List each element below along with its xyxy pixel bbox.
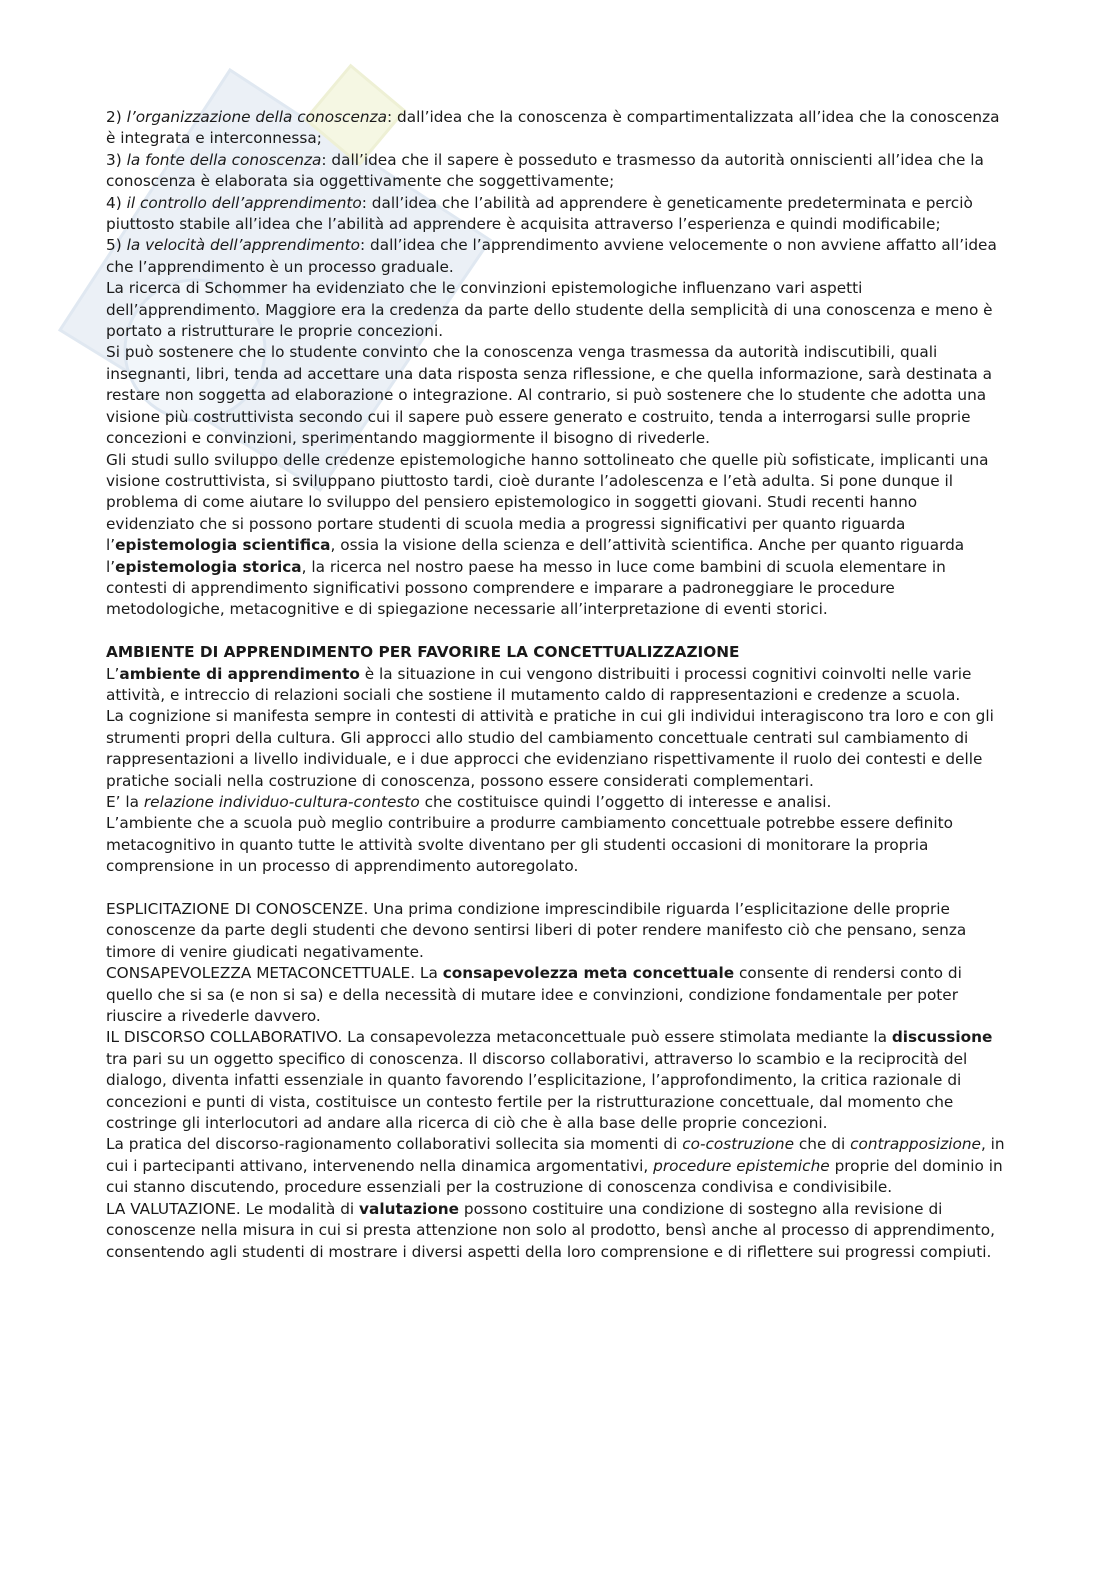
paragraph-item2: [106, 107, 1006, 150]
text-run: che costituisce quindi l’oggetto di interesse e analisi.: [419, 792, 832, 811]
text-run: ESPLICITAZIONE DI CONOSCENZE. Una prima condizione imprescindibile riguarda l’esplicitazione delle proprie conoscenze da parte degli studenti che devono sentirsi liberi di poter rendere manifesto ciò che pensano, senza timore di venire giudicati negativamente.: [106, 900, 967, 961]
section-heading: [106, 642, 1006, 663]
italic-term: co-costruzione: [682, 1135, 794, 1154]
text-run: La cognizione si manifesta sempre in contesti di attività e pratiche in cui gli individui interagiscono tra loro e con gli strumenti propri della cultura. Gli approcci allo studio del cambiamento concettuale centrati sul cambiamento di rappresentazioni a livello individuale, e i due approcci che evidenziano rispettivamente il ruolo dei contesti e delle pratiche sociali nella costruzione di conoscenza, possono essere considerati complementari.: [106, 707, 994, 790]
paragraph-item5: [106, 235, 1006, 278]
text-run: proprie del dominio in cui stanno discutendo, procedure essenziali per la costruzione di conoscenza condivisa e condivisibile.: [106, 1156, 1003, 1197]
text-run: E’ la: [106, 792, 144, 811]
text-run: Si può sostenere che lo studente convinto che la conoscenza venga trasmessa da autorità indiscutibili, quali insegnanti, libri, tenda ad accettare una data risposta senza riflessione, e che quella informazione, sarà destinata a restare non soggetta ad elaborazione o integrazione. Al contrario, si può sostenere che lo studente che adotta una visione più costruttivista secondo cui il sapere può essere generato e costruito, tenda a interrogarsi sulle proprie concezioni e convinzioni, sperimentando maggiormente il bisogno di rivederle.: [106, 343, 993, 448]
text-run: CONSAPEVOLEZZA METACONCETTUALE. La: [106, 964, 443, 983]
paragraph-ambiente: [106, 664, 1006, 707]
text-run: AMBIENTE DI APPRENDIMENTO PER FAVORIRE LA CONCETTUALIZZAZIONE: [106, 643, 740, 662]
italic-term: procedure epistemiche: [653, 1156, 830, 1175]
text-run: : dall’idea che l’abilità ad apprendere è geneticamente predeterminata e perciò piuttosto stabile all’idea che l’abilità ad apprendere è acquisita attraverso l’esperienza e quindi modificabile;: [106, 193, 973, 234]
paragraph-discorso: [106, 1027, 1006, 1134]
text-run: 5): [106, 236, 127, 255]
paragraph-esplicitazione: [106, 899, 1006, 963]
italic-term: contrapposizione: [850, 1135, 981, 1154]
text-run: 3): [106, 150, 127, 169]
bold-term: epistemologia scientifica: [115, 536, 331, 555]
paragraph-sostenere: [106, 342, 1006, 449]
paragraph-item4: [106, 193, 1006, 236]
text-run: 2): [106, 108, 127, 126]
paragraph-metacognitivo: [106, 813, 1006, 877]
paragraph-pratica: [106, 1134, 1006, 1198]
paragraph-studi: [106, 450, 1006, 621]
text-run: , ossia la visione della scienza e dell’attività scientifica. Anche per quanto riguarda l’: [106, 536, 965, 576]
paragraph-schommer: [106, 278, 1006, 342]
paragraph-consapevolezza: [106, 963, 1006, 1027]
italic-term: il controllo dell’apprendimento: [126, 193, 362, 212]
bold-term: ambiente di apprendimento: [119, 664, 360, 683]
text-run: IL DISCORSO COLLABORATIVO. La consapevolezza metaconcettuale può essere stimolata mediante la: [106, 1028, 892, 1047]
document-page: [106, 107, 1006, 1263]
text-run: : dall’idea che il sapere è posseduto e trasmesso da autorità onniscienti all’idea che la conoscenza è elaborata sia oggettivamente che soggettivamente;: [106, 150, 984, 191]
bold-term: epistemologia storica: [115, 557, 302, 576]
italic-term: l’organizzazione della conoscenza: [126, 108, 387, 126]
paragraph-cognizione: [106, 706, 1006, 792]
text-run: : dall’idea che la conoscenza è compartimentalizzata all’idea che la conoscenza è integrata e interconnessa;: [106, 108, 1000, 148]
text-run: possono costituire una condizione di sostegno alla revisione di conoscenze nella misura in cui si presta attenzione non solo al prodotto, bensì anche al processo di apprendimento, consentendo agli studenti di mostrare i diversi aspetti della loro comprensione e di riflettere sui progressi compiuti.: [106, 1199, 996, 1261]
paragraph-valutazione: [106, 1199, 1006, 1263]
text-run: tra pari su un oggetto specifico di conoscenza. Il discorso collaborativi, attraverso lo scambio e la reciprocità del dialogo, diventa infatti essenziale in quanto favorendo l’esplicitazione, l’approfondimento, la critica razionale di concezioni e punti di vista, costituisce un contesto fertile per la ristrutturazione concettuale, dal momento che costringe gli interlocutori ad andare alla ricerca di ciò che è alla base delle proprie concezioni.: [106, 1049, 968, 1133]
text-run: Gli studi sullo sviluppo delle credenze epistemologiche hanno sottolineato che quelle più sofisticate, implicanti una visione costruttivista, si sviluppano piuttosto tardi, cioè durante l’adolescenza e l’età adulta. Si pone dunque il problema di come aiutare lo sviluppo del pensiero epistemologico in soggetti giovani. Studi recenti hanno evidenziato che si possono portare studenti di scuola media a progressi significativi per quanto riguarda l’: [106, 450, 989, 555]
text-run: , la ricerca nel nostro paese ha messo in luce come bambini di scuola elementare in contesti di apprendimento significativi possono comprendere e imparare a padroneggiare le procedure metodologiche, metacognitive e di spiegazione necessarie all’interpretazione di eventi storici.: [106, 557, 946, 619]
text-run: L’: [106, 664, 120, 683]
italic-term: relazione individuo-cultura-contesto: [143, 792, 420, 811]
bold-term: valutazione: [359, 1199, 460, 1218]
text-run: L’ambiente che a scuola può meglio contribuire a produrre cambiamento concettuale potrebbe essere definito metacognitivo in quanto tutte le attività svolte diventano per gli studenti occasioni di monitorare la propria comprensione in un processo di apprendimento autoregolato.: [106, 814, 953, 876]
italic-term: la velocità dell’apprendimento: [126, 236, 361, 255]
paragraph-gap: [106, 878, 1006, 899]
text-run: La pratica del discorso-ragionamento collaborativi sollecita sia momenti di: [106, 1135, 683, 1154]
bold-term: consapevolezza meta concettuale: [442, 964, 735, 983]
text-run: : dall’idea che l’apprendimento avviene velocemente o non avviene affatto all’idea che l’apprendimento è un processo graduale.: [106, 236, 997, 276]
paragraph-relazione: [106, 792, 1006, 813]
paragraph-item3: [106, 150, 1006, 193]
text-run: , in cui i partecipanti attivano, intervenendo nella dinamica argomentativi,: [106, 1135, 1005, 1175]
text-run: che di: [794, 1135, 851, 1154]
bold-term: discussione: [891, 1028, 993, 1047]
text-run: 4): [106, 193, 127, 212]
text-run: LA VALUTAZIONE. Le modalità di: [106, 1199, 360, 1218]
text-run: consente di rendersi conto di quello che si sa (e non si sa) e della necessità di mutare idee e convinzioni, condizione fondamentale per poter riuscire a rivederle davvero.: [106, 964, 962, 1026]
italic-term: la fonte della conoscenza: [126, 150, 322, 169]
text-run: La ricerca di Schommer ha evidenziato che le convinzioni epistemologiche influenzano vari aspetti dell’apprendimento. Maggiore era la credenza da parte dello studente della semplicità di una conoscenza e meno è portato a ristrutturare le proprie concezioni.: [106, 279, 993, 341]
text-run: è la situazione in cui vengono distribuiti i processi cognitivi coinvolti nelle varie attività, e intreccio di relazioni sociali che sostiene il mutamento caldo di rappresentazioni e credenze a scuola.: [106, 664, 972, 704]
paragraph-gap: [106, 621, 1006, 642]
